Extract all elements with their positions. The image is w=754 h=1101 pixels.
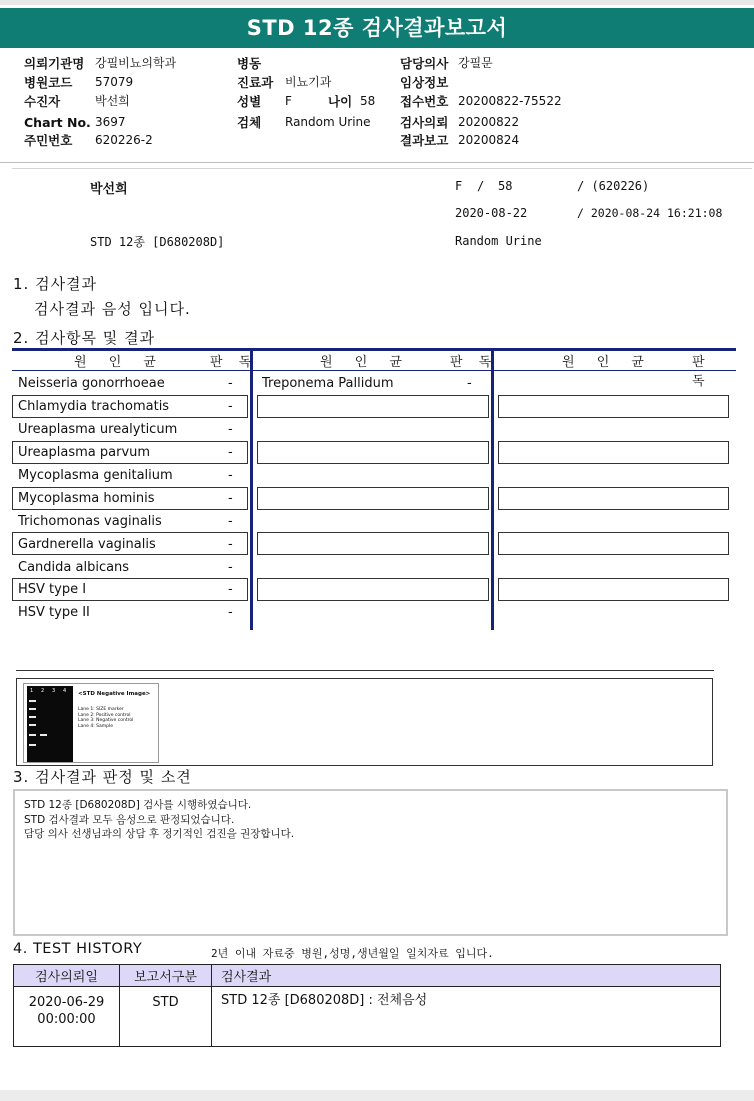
pathogen-name: Ureaplasma urealyticum — [18, 422, 178, 437]
label-specimen: 검체 — [237, 115, 262, 130]
history-note: 2년 이내 자료중 병원,성명,생년월일 일치자료 입니다. — [211, 947, 494, 960]
row-box — [498, 532, 729, 555]
summary-request-date: 2020-08-22 — [455, 206, 528, 220]
pathogen-result: - — [467, 376, 472, 391]
value-specimen: Random Urine — [285, 115, 371, 129]
gel-lane-label: 1 — [30, 688, 34, 694]
summary-slash: / — [477, 179, 485, 193]
table-col-divider-1 — [250, 348, 253, 630]
remarks-text — [24, 798, 294, 842]
history-header-result: 검사결과 — [212, 965, 721, 987]
header-info — [0, 52, 754, 160]
value-institution: 강필비뇨의학과 — [95, 56, 177, 70]
pathogen-result: - — [228, 514, 233, 529]
value-patient: 박선희 — [95, 94, 130, 108]
results-table — [12, 348, 736, 630]
value-age: 58 — [360, 94, 376, 108]
label-department: 진료과 — [237, 75, 274, 90]
remarks-line: STD 검사결과 모두 음성으로 판정되었습니다. — [24, 813, 235, 826]
value-doctor: 강필문 — [458, 56, 493, 70]
header-divider — [0, 162, 754, 163]
gel-image-frame — [16, 678, 713, 766]
label-sex: 성별 — [237, 94, 262, 109]
label-doctor: 담당의사 — [400, 56, 449, 71]
gel-lane-label: 4 — [63, 688, 67, 694]
gel-lane-label: 2 — [41, 688, 45, 694]
pathogen-name: HSV type I — [18, 582, 87, 597]
pathogen-result: - — [228, 605, 233, 620]
label-request-date: 검사의뢰 — [400, 115, 449, 130]
label-chart-no: Chart No. — [24, 115, 91, 130]
summary-report-datetime: / 2020-08-24 16:21:08 — [577, 206, 723, 220]
gel-band — [29, 734, 36, 736]
header-pathogen-1: 원 인 균 — [74, 355, 165, 370]
history-date: 2020-06-29 — [28, 995, 105, 1010]
row-box — [257, 441, 489, 464]
pathogen-result: - — [228, 376, 233, 391]
gel-legend-item: Lane 2: Positive control — [78, 712, 131, 718]
label-institution: 의뢰기관명 — [24, 56, 85, 71]
remarks-box — [13, 789, 728, 936]
row-box — [498, 441, 729, 464]
pathogen-result: - — [228, 468, 233, 483]
value-report-date: 20200824 — [458, 133, 520, 147]
gel-legend-item: Lane 1: SIZE marker — [78, 707, 124, 712]
history-date-cell — [14, 987, 120, 1047]
history-header-date: 검사의뢰일 — [14, 965, 120, 987]
pathogen-name: Neisseria gonorrhoeae — [18, 376, 165, 391]
header-judge-1: 판 독 — [210, 355, 258, 370]
gel-legend — [78, 707, 133, 729]
summary-specimen: Random Urine — [455, 234, 542, 248]
pathogen-result: - — [228, 422, 233, 437]
pathogen-name: Ureaplasma parvum — [18, 445, 151, 460]
gel-photo — [27, 686, 73, 762]
label-clinical-info: 임상정보 — [400, 75, 449, 90]
gel-title: <STD Negative Image> — [78, 691, 151, 697]
header-judge-3: 판 독 — [692, 355, 711, 389]
pathogen-name: HSV type II — [18, 605, 90, 620]
remarks-line: STD 12종 [D680208D] 검사를 시행하였습니다. — [24, 799, 252, 811]
row-box — [498, 578, 729, 601]
label-ward: 병동 — [237, 56, 262, 71]
value-receipt-no: 20200822-75522 — [458, 94, 562, 108]
header-divider-2 — [12, 168, 752, 169]
value-request-date: 20200822 — [458, 115, 520, 129]
summary-id: / (620226) — [577, 179, 650, 193]
gel-image — [23, 683, 159, 763]
value-sex: F — [285, 94, 292, 108]
pathogen-name: Trichomonas vaginalis — [18, 514, 162, 529]
pathogen-result: - — [228, 537, 233, 552]
pathogen-result: - — [228, 445, 233, 460]
gel-band — [29, 716, 36, 718]
history-result: STD 12종 [D680208D] : 전체음성 — [212, 987, 721, 1047]
summary-sex: F — [455, 179, 463, 193]
value-resident-no: 620226-2 — [95, 133, 153, 147]
header-judge-2: 판 독 — [450, 355, 498, 370]
row-box — [257, 395, 489, 418]
table-col-divider-2 — [491, 348, 494, 630]
gel-divider — [16, 670, 714, 671]
section3-title: 3. 검사결과 판정 및 소견 — [13, 768, 192, 786]
bottom-strip — [0, 1090, 754, 1101]
header-pathogen-3: 원 인 균 — [562, 355, 653, 370]
pathogen-name: Mycoplasma hominis — [18, 491, 155, 506]
value-hospital-code: 57079 — [95, 75, 134, 89]
history-table — [13, 964, 721, 1047]
label-receipt-no: 접수번호 — [400, 94, 449, 109]
header-pathogen-2: 원 인 균 — [320, 355, 411, 370]
pathogen-name: Chlamydia trachomatis — [18, 399, 170, 414]
pathogen-result: - — [228, 399, 233, 414]
value-chart-no: 3697 — [95, 115, 126, 129]
section1-title: 1. 검사결과 — [13, 275, 98, 293]
row-box — [498, 395, 729, 418]
gel-band — [29, 724, 36, 726]
history-type: STD — [120, 987, 212, 1047]
pathogen-name: Mycoplasma genitalium — [18, 468, 173, 483]
gel-band — [29, 708, 36, 710]
top-strip — [0, 0, 754, 5]
gel-legend-item: Lane 4: Sample — [78, 723, 113, 729]
table-header-rule — [12, 370, 736, 371]
section1-text: 검사결과 음성 입니다. — [34, 300, 191, 318]
section2-title: 2. 검사항목 및 결과 — [13, 329, 156, 347]
pathogen-result: - — [228, 582, 233, 597]
pathogen-name: Gardnerella vaginalis — [18, 537, 156, 552]
row-box — [257, 487, 489, 510]
summary-age: 58 — [498, 179, 513, 193]
history-time: 00:00:00 — [37, 1012, 96, 1027]
pathogen-result: - — [228, 560, 233, 575]
summary-test-code: STD 12종 [D680208D] — [90, 235, 225, 249]
section4-title: 4. TEST HISTORY — [13, 941, 143, 957]
row-box — [257, 578, 489, 601]
history-header-row — [14, 965, 721, 987]
label-hospital-code: 병원코드 — [24, 75, 73, 90]
gel-legend-item: Lane 3: Negative control — [78, 718, 134, 723]
summary-name: 박선희 — [90, 182, 128, 197]
label-age: 나이 — [328, 94, 353, 109]
gel-band — [29, 744, 36, 746]
row-box — [498, 487, 729, 510]
report-title: STD 12종 검사결과보고서 — [0, 8, 754, 48]
label-resident-no: 주민번호 — [24, 133, 73, 148]
row-box — [257, 532, 489, 555]
history-row — [14, 987, 721, 1047]
pathogen-name: Treponema Pallidum — [262, 376, 394, 391]
gel-band — [40, 734, 47, 736]
gel-lane-label: 3 — [52, 688, 56, 694]
label-patient: 수진자 — [24, 94, 61, 109]
value-department: 비뇨기과 — [285, 75, 332, 89]
pathogen-result: - — [228, 491, 233, 506]
pathogen-name: Candida albicans — [18, 560, 130, 575]
gel-band — [29, 700, 36, 702]
remarks-line: 담당 의사 선생님과의 상담 후 정기적인 검진을 권장합니다. — [24, 828, 295, 840]
label-report-date: 결과보고 — [400, 133, 449, 148]
history-header-type: 보고서구분 — [120, 965, 212, 987]
